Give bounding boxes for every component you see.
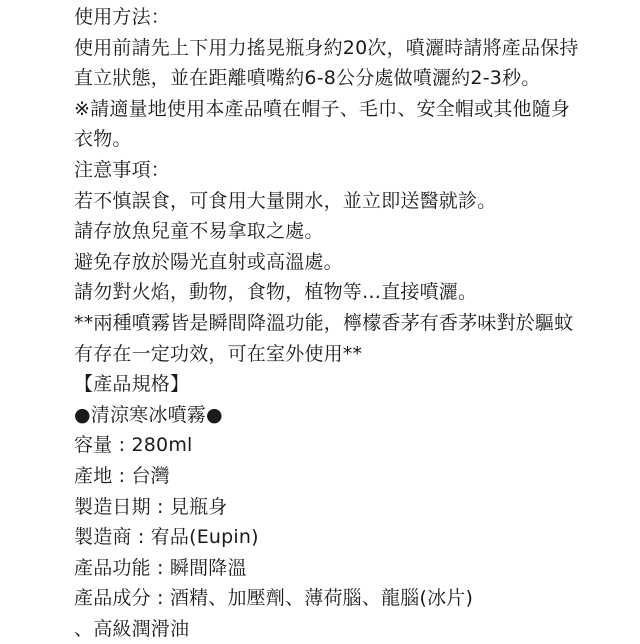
caution-line: 若不慎誤食，可食用大量開水，並立即送醫就診。 (74, 189, 497, 212)
spec-capacity: 容量 : 280ml (74, 434, 193, 457)
caution-line: 請勿對火焰，動物，食物，植物等…直接噴灑。 (74, 281, 478, 304)
usage-text-line: 直立狀態，並在距離噴嘴約6-8公分處做噴灑約2-3秒。 (74, 67, 541, 90)
usage-note-line: ※請適量地使用本產品噴在帽子、毛巾、安全帽或其他隨身 (74, 97, 571, 120)
product-name: ●清涼寒冰噴霧● (74, 403, 223, 426)
spray-note-line: 有存在一定功效，可在室外使用** (74, 342, 363, 365)
spec-origin: 產地 : 台灣 (74, 464, 170, 487)
heading-specs: 【產品規格】 (74, 373, 190, 396)
caution-line: 避免存放於陽光直射或高溫處。 (74, 250, 343, 273)
spec-ingredients: 產品成分 : 酒精、加壓劑、薄荷腦、龍腦(冰片) (74, 587, 474, 610)
usage-text-line: 使用前請先上下用力搖晃瓶身約20次，噴灑時請將產品保持 (74, 36, 579, 59)
document-body (74, 2, 594, 644)
spec-ingredients-cont: 、高級潤滑油 (74, 617, 190, 640)
spec-manufacture-date: 製造日期 : 見瓶身 (74, 495, 228, 518)
spec-function: 產品功能 : 瞬間降溫 (74, 556, 247, 579)
heading-cautions: 注意事項： (74, 158, 171, 181)
spec-manufacturer: 製造商 : 宥品(Eupin) (74, 526, 259, 549)
heading-usage: 使用方法： (74, 6, 171, 28)
usage-note-line: 衣物。 (74, 128, 132, 151)
caution-line: 請存放魚兒童不易拿取之處。 (74, 220, 324, 243)
spray-note-line: **兩種噴霧皆是瞬間降溫功能，檸檬香茅有香茅味對於驅蚊 (74, 311, 574, 334)
